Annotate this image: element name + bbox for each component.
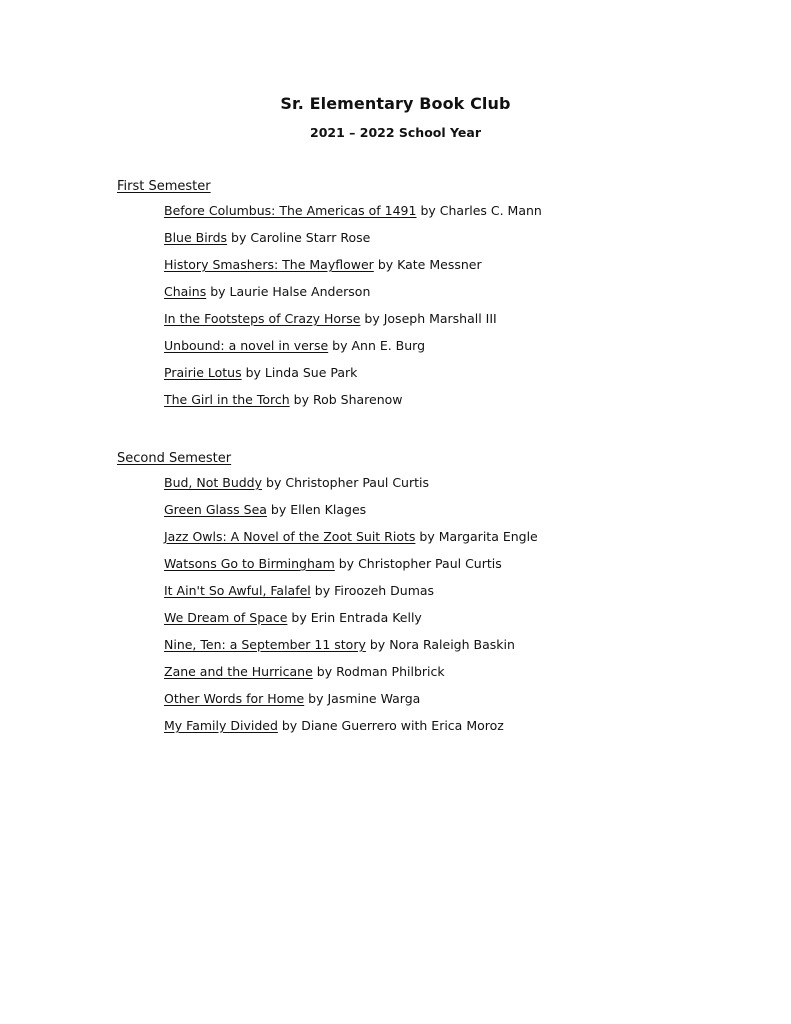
book-author: Linda Sue Park: [264, 365, 358, 380]
book-list: [117, 197, 767, 413]
book-item: [164, 305, 767, 332]
book-item: [164, 631, 767, 658]
book-author: Margarita Engle: [438, 529, 538, 544]
book-title-link[interactable]: Watsons Go to Birmingham: [164, 556, 335, 571]
section-first-semester: [117, 177, 767, 413]
book-title-link[interactable]: Chains: [164, 284, 207, 299]
book-author: Christopher Paul Curtis: [358, 556, 502, 571]
by-label: by: [314, 583, 331, 598]
book-item: [164, 332, 767, 359]
book-item: [164, 685, 767, 712]
book-author: Jasmine Warga: [327, 691, 421, 706]
page-subtitle: 2021 – 2022 School Year: [310, 125, 481, 140]
book-title-link[interactable]: The Girl in the Torch: [164, 392, 290, 407]
book-author: Firoozeh Dumas: [334, 583, 435, 598]
book-item: [164, 359, 767, 386]
by-label: by: [364, 311, 380, 326]
book-author: Diane Guerrero with Erica Moroz: [301, 718, 504, 733]
section-heading: First Semester: [117, 179, 211, 194]
book-author: Kate Messner: [397, 257, 482, 272]
book-author: Ellen Klages: [290, 502, 367, 517]
book-title-link[interactable]: Other Words for Home: [164, 691, 305, 706]
book-title-link[interactable]: Nine, Ten: a September 11 story: [164, 637, 366, 652]
book-author: Christopher Paul Curtis: [285, 475, 430, 490]
book-title-link[interactable]: It Ain't So Awful, Falafel: [164, 583, 311, 598]
book-item: [164, 469, 767, 496]
book-item: [164, 496, 767, 523]
book-title-link[interactable]: History Smashers: The Mayflower: [164, 257, 374, 272]
book-item: [164, 224, 767, 251]
by-label: by: [316, 664, 333, 679]
by-label: by: [210, 284, 226, 299]
by-label: by: [270, 502, 287, 517]
book-item: [164, 251, 767, 278]
book-item: [164, 577, 767, 604]
book-title-link[interactable]: My Family Divided: [164, 718, 278, 733]
by-label: by: [245, 365, 261, 380]
book-item: [164, 523, 767, 550]
book-author: Ann E. Burg: [351, 338, 426, 353]
book-author: Charles C. Mann: [439, 203, 542, 218]
book-author: Caroline Starr Rose: [250, 230, 371, 245]
by-label: by: [377, 257, 394, 272]
by-label: by: [266, 475, 282, 490]
book-title-link[interactable]: In the Footsteps of Crazy Horse: [164, 311, 361, 326]
section-heading: Second Semester: [117, 451, 232, 466]
book-list: [117, 469, 767, 739]
book-author: Rob Sharenow: [312, 392, 403, 407]
by-label: by: [291, 610, 307, 625]
by-label: by: [332, 338, 348, 353]
book-item: [164, 278, 767, 305]
by-label: by: [293, 392, 309, 407]
book-item: [164, 386, 767, 413]
by-label: by: [338, 556, 355, 571]
book-title-link[interactable]: Zane and the Hurricane: [164, 664, 313, 679]
book-item: [164, 550, 767, 577]
by-label: by: [419, 529, 435, 544]
by-label: by: [369, 637, 386, 652]
book-author: Nora Raleigh Baskin: [389, 637, 515, 652]
book-title-link[interactable]: Before Columbus: The Americas of 1491: [164, 203, 417, 218]
book-title-link[interactable]: Bud, Not Buddy: [164, 475, 263, 490]
by-label: by: [231, 230, 247, 245]
section-second-semester: [117, 449, 767, 739]
book-title-link[interactable]: Prairie Lotus: [164, 365, 242, 380]
book-title-link[interactable]: Jazz Owls: A Novel of the Zoot Suit Riots: [164, 529, 416, 544]
book-title-link[interactable]: We Dream of Space: [164, 610, 288, 625]
book-title-link[interactable]: Blue Birds: [164, 230, 228, 245]
book-item: [164, 604, 767, 631]
book-title-link[interactable]: Green Glass Sea: [164, 502, 267, 517]
book-author: Joseph Marshall III: [383, 311, 497, 326]
book-author: Erin Entrada Kelly: [310, 610, 422, 625]
book-item: [164, 197, 767, 224]
book-author: Laurie Halse Anderson: [229, 284, 371, 299]
by-label: by: [420, 203, 436, 218]
book-item: [164, 712, 767, 739]
page-title: Sr. Elementary Book Club: [280, 94, 511, 113]
book-author: Rodman Philbrick: [336, 664, 445, 679]
book-title-link[interactable]: Unbound: a novel in verse: [164, 338, 329, 353]
by-label: by: [281, 718, 298, 733]
by-label: by: [308, 691, 324, 706]
book-item: [164, 658, 767, 685]
